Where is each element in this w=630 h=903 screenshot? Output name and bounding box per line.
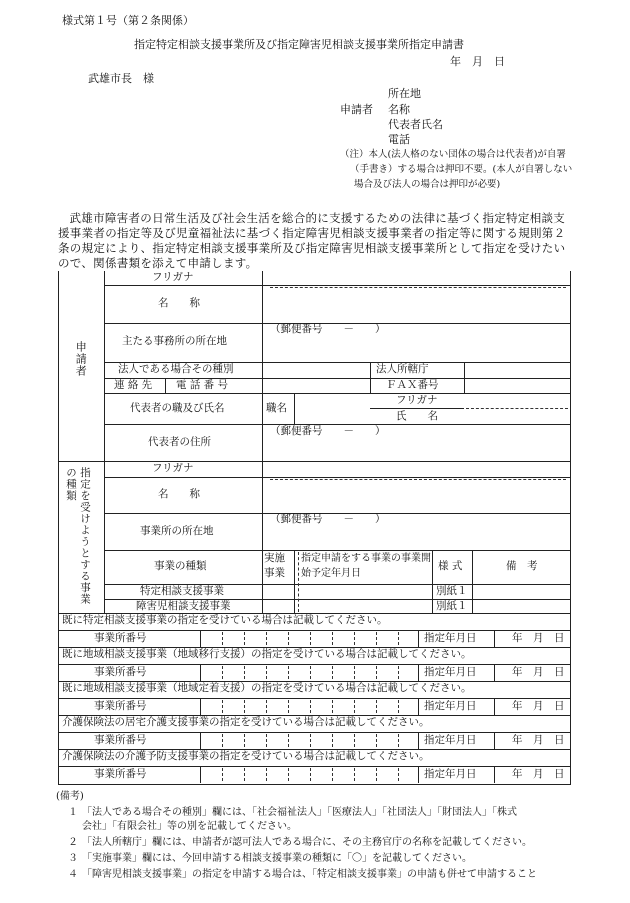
note-item	[58, 852, 578, 866]
date-line: 年 月 日	[450, 55, 505, 68]
office-number-label: 事業所番号	[94, 632, 147, 644]
shimei-label: 氏 名	[396, 410, 438, 422]
addressee: 武雄市長 様	[88, 72, 154, 85]
applicant-label: 申請者	[340, 103, 373, 116]
form-number: 様式第１号（第２条関係）	[62, 14, 194, 27]
name-label: 名 称	[158, 297, 200, 309]
cell-divider	[494, 698, 495, 715]
note-number: １	[68, 807, 78, 818]
seal-note-line3: 場合及び法人の場合は押印が必要)	[354, 179, 501, 190]
seal-note-line2: （手書き）する場合は押印不要。(本人が自署しない	[350, 164, 573, 175]
digit-separator	[376, 768, 377, 781]
cell-divider	[494, 664, 495, 681]
start-date-header: 指定申請をする事業の事業開始予定年月日	[301, 553, 431, 579]
cell-divider	[418, 698, 419, 715]
cell-divider	[200, 630, 201, 647]
business-row-2-name: 障害児相談支援事業	[136, 600, 231, 612]
digit-separator	[376, 666, 377, 679]
digit-separator	[222, 666, 223, 679]
digit-separator	[354, 734, 355, 747]
business-type-label: 事業の種類	[154, 560, 207, 572]
note-text: 「法人である場合その種別」欄には、「社会福祉法人」「医療法人」「社団法人」「財団法人」「株式	[82, 807, 517, 818]
designation-date-label: 指定年月日	[424, 734, 477, 746]
designation-date-value: 年 月 日	[512, 700, 565, 712]
designation-date-value: 年 月 日	[512, 768, 565, 780]
designation-date-label: 指定年月日	[424, 700, 477, 712]
digit-separator	[266, 700, 267, 713]
digit-separator	[376, 734, 377, 747]
office-name-label: 名 称	[158, 488, 200, 500]
office-section-label: 指定を受けようとする事業の種類	[65, 467, 91, 605]
digit-separator	[398, 734, 399, 747]
main-office-address-label: 主たる事務所の所在地	[122, 335, 227, 347]
digit-separator	[332, 700, 333, 713]
office-number-label: 事業所番号	[94, 734, 147, 746]
cell-divider	[494, 766, 495, 783]
position-label: 職名	[266, 402, 287, 414]
digit-separator	[222, 768, 223, 781]
seal-note-line1: （注）本人(法人格のない団体の場合は代表者)が自署	[340, 149, 566, 160]
office-postal-code: （郵便番号 － ）	[270, 513, 386, 525]
designation-date-label: 指定年月日	[424, 632, 477, 644]
digit-separator	[376, 632, 377, 645]
prior-designation-heading: 既に地域相談支援事業（地域移行支援）の指定を受けている場合は記載してください。	[62, 648, 472, 660]
implementation-label: 実施事業	[264, 552, 285, 579]
designation-date-label: 指定年月日	[424, 666, 477, 678]
furigana-label: フリガナ	[152, 271, 194, 283]
applicant-rep-label: 代表者氏名	[388, 118, 443, 131]
form-style-label: 様 式	[438, 560, 463, 572]
prior-designation-heading: 介護保険法の介護予防支援事業の指定を受けている場合は記載してください。	[62, 750, 430, 762]
cell-divider	[418, 766, 419, 783]
note-text: 「障害児相談支援事業」の指定を申請する場合は、「特定相談支援事業」の申請も併せて申請すること	[82, 869, 537, 880]
digit-separator	[310, 666, 311, 679]
digit-separator	[332, 734, 333, 747]
business-row-1-style: 別紙１	[436, 585, 468, 597]
digit-separator	[222, 632, 223, 645]
designation-date-value: 年 月 日	[512, 734, 565, 746]
designation-date-value: 年 月 日	[512, 666, 565, 678]
digit-separator	[332, 632, 333, 645]
note-number: ２	[68, 837, 78, 848]
note-number: ４	[68, 869, 78, 880]
digit-separator	[244, 700, 245, 713]
corporation-authority-label: 法人所轄庁	[376, 363, 429, 375]
phone-number-label: 電 話 番 号	[176, 379, 229, 391]
prior-designation-heading: 既に地域相談支援事業（地域定着支援）の指定を受けている場合は記載してください。	[62, 682, 472, 694]
digit-separator	[266, 768, 267, 781]
digit-separator	[244, 666, 245, 679]
remarks-label: 備 考	[506, 560, 538, 572]
office-number-label: 事業所番号	[94, 700, 147, 712]
rep-title-name-label: 代表者の職及び氏名	[130, 402, 225, 414]
digit-separator	[310, 632, 311, 645]
digit-separator	[288, 734, 289, 747]
business-row-1-name: 特定相談支援事業	[140, 585, 224, 597]
digit-separator	[354, 666, 355, 679]
furigana-small-label: フリガナ	[396, 394, 438, 406]
note-text: 「法人所轄庁」欄には、申請者が認可法人である場合に、その主務官庁の名称を記載してください。	[82, 837, 532, 848]
note-item	[58, 806, 578, 820]
cell-divider	[200, 732, 201, 749]
note-item	[58, 836, 578, 850]
designation-date-label: 指定年月日	[424, 768, 477, 780]
digit-separator	[266, 632, 267, 645]
digit-separator	[354, 632, 355, 645]
document-title: 指定特定相談支援事業所及び指定障害児相談支援事業所指定申請書	[134, 38, 464, 51]
digit-separator	[288, 700, 289, 713]
digit-separator	[310, 700, 311, 713]
applicant-name-label: 名称	[388, 103, 410, 116]
digit-separator	[398, 700, 399, 713]
cell-divider	[418, 630, 419, 647]
digit-separator	[354, 768, 355, 781]
office-address-label: 事業所の所在地	[140, 525, 214, 537]
note-text: 「実施事業」欄には、今回申請する相談支援事業の種類に「〇」を記載してください。	[82, 853, 472, 864]
applicant-phone-label: 電話	[388, 133, 410, 146]
digit-separator	[398, 632, 399, 645]
digit-separator	[288, 666, 289, 679]
digit-separator	[244, 734, 245, 747]
digit-separator	[288, 632, 289, 645]
digit-separator	[332, 666, 333, 679]
prior-designation-heading: 介護保険法の居宅介護支援事業の指定を受けている場合は記載してください。	[62, 716, 430, 728]
cell-divider	[418, 664, 419, 681]
cell-divider	[200, 664, 201, 681]
note-item	[58, 868, 578, 882]
digit-separator	[244, 632, 245, 645]
applicant-section-label: 申請者	[74, 341, 88, 377]
note-number: ３	[68, 853, 78, 864]
cell-divider	[494, 630, 495, 647]
prior-designation-heading: 既に特定相談支援事業の指定を受けている場合は記載してください。	[62, 614, 388, 626]
business-row-2-style: 別紙１	[436, 600, 468, 612]
applicant-address-label: 所在地	[388, 87, 421, 100]
digit-separator	[354, 700, 355, 713]
office-furigana-label: フリガナ	[152, 462, 194, 474]
fax-number-label: ＦＡＸ番号	[386, 379, 439, 391]
digit-separator	[398, 666, 399, 679]
rep-address-label: 代表者の住所	[148, 436, 211, 448]
digit-separator	[332, 768, 333, 781]
intro-paragraph: 武雄市障害者の日常生活及び社会生活を総合的に支援するための法律に基づく指定特定相談支援事業者の指定等及び児童福祉法に基づく指定障害児相談支援事業者の指定等に関する規則第２条の規定により、指定特定相談支援事業所及び指定障害児相談支援事業所として指定を受けたいので、関係書類を添えて申請します。	[58, 211, 566, 270]
office-number-label: 事業所番号	[94, 666, 147, 678]
digit-separator	[266, 666, 267, 679]
digit-separator	[376, 700, 377, 713]
note-text-continued: 会社」「有限会社」等の別を記載してください。	[82, 821, 297, 832]
corporation-type-label: 法人である場合その種別	[118, 363, 234, 375]
digit-separator	[310, 734, 311, 747]
cell-divider	[200, 766, 201, 783]
postal-code-2: （郵便番号 － ）	[270, 425, 386, 437]
digit-separator	[244, 768, 245, 781]
digit-separator	[288, 768, 289, 781]
postal-code-1: （郵便番号 － ）	[270, 323, 386, 335]
notes-heading: (備考)	[56, 791, 84, 802]
digit-separator	[222, 734, 223, 747]
office-number-label: 事業所番号	[94, 768, 147, 780]
notes-section	[58, 790, 578, 882]
digit-separator	[310, 768, 311, 781]
cell-divider	[494, 732, 495, 749]
digit-separator	[398, 768, 399, 781]
designation-date-value: 年 月 日	[512, 632, 565, 644]
cell-divider	[200, 698, 201, 715]
digit-separator	[222, 700, 223, 713]
digit-separator	[266, 734, 267, 747]
contact-label: 連 絡 先	[114, 379, 153, 391]
cell-divider	[418, 732, 419, 749]
